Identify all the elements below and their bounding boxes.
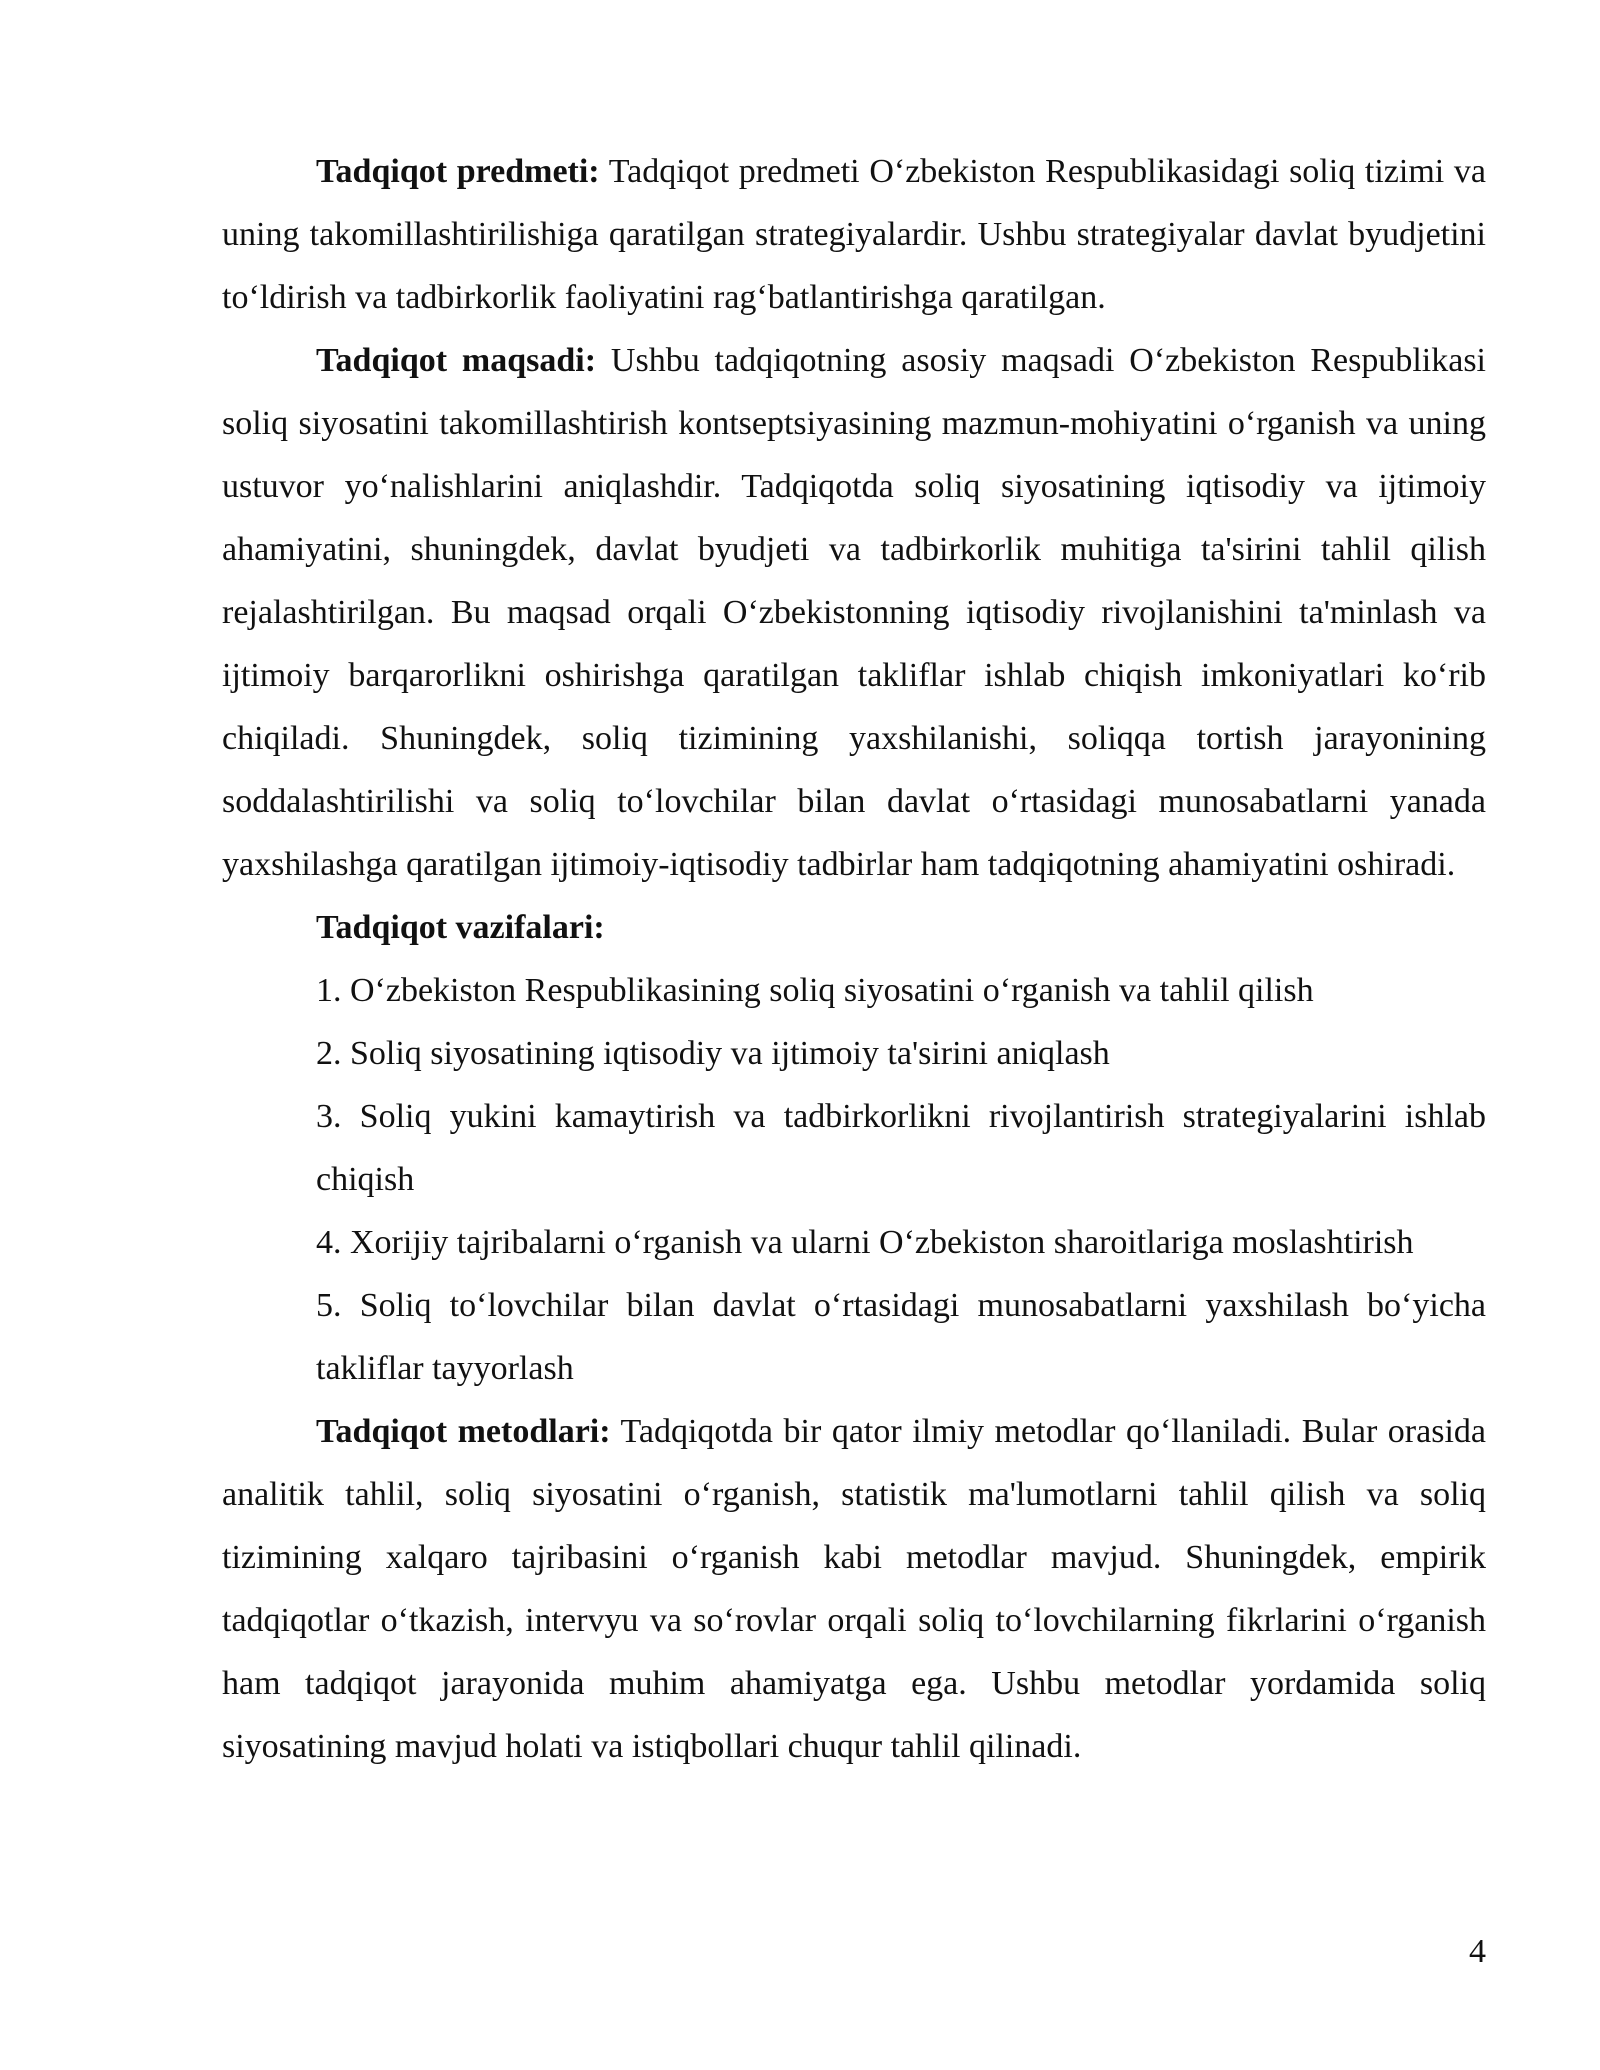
section-heading: Tadqiqot predmeti: [316, 153, 600, 190]
list-item: 2. Soliq siyosatining iqtisodiy va ijtimoiy ta'sirini aniqlash [316, 1035, 1110, 1072]
section-heading: Tadqiqot maqsadi: [316, 342, 597, 379]
list-item: 5. Soliq to‘lovchilar bilan davlat o‘rtasidagi munosabatlarni yaxshilash bo‘yicha takliflar tayyorlash [316, 1287, 1486, 1387]
section-heading: Tadqiqot metodlari: [316, 1413, 611, 1450]
section-text: Ushbu tadqiqotning asosiy maqsadi O‘zbekiston Respublikasi soliq siyosatini takomillashtirish kontseptsiyasining mazmun-mohiyatini o‘rganish va uning ustuvor yo‘nalishlarini aniqlashdir. Tadqiqotda soliq siyosatining iqtisodiy va ijtimoiy ahamiyatini, shuningdek, davlat byudjeti va tadbirkorlik muhitiga ta'sirini tahlil qilish rejalashtirilgan. Bu maqsad orqali O‘zbekistonning iqtisodiy rivojlanishini ta'minlash va ijtimoiy barqarorlikni oshirishga qaratilgan takliflar ishlab chiqish imkoniyatlari ko‘rib chiqiladi. Shuningdek, soliq tizimining yaxshilanishi, soliqqa tortish jarayonining soddalashtirilishi va soliq to‘lovchilar bilan davlat o‘rtasidagi munosabatlarni yanada yaxshilashga qaratilgan ijtimoiy-iqtisodiy tadbirlar ham tadqiqotning ahamiyatini oshiradi. [222, 342, 1487, 883]
document-body [222, 140, 1486, 1778]
page-number: 4 [1469, 1933, 1486, 1970]
section-predmeti [222, 140, 1486, 329]
list-item: 4. Xorijiy tajribalarni o‘rganish va ularni O‘zbekiston sharoitlariga moslashtirish [316, 1224, 1414, 1261]
section-vazifalari [222, 896, 1486, 959]
section-text: Tadqiqotda bir qator ilmiy metodlar qo‘llaniladi. Bular orasida analitik tahlil, soliq siyosatini o‘rganish, statistik ma'lumotlarni tahlil qilish va soliq tizimining xalqaro tajribasini o‘rganish kabi metodlar mavjud. Shuningdek, empirik tadqiqotlar o‘tkazish, intervyu va so‘rovlar orqali soliq to‘lovchilarning fikrlarini o‘rganish ham tadqiqot jarayonida muhim ahamiyatga ega. Ushbu metodlar yordamida soliq siyosatining mavjud holati va istiqbollari chuqur tahlil qilinadi. [222, 1413, 1486, 1765]
list-item: 3. Soliq yukini kamaytirish va tadbirkorlikni rivojlantirish strategiyalarini ishlab chiqish [316, 1098, 1486, 1198]
section-metodlari [222, 1400, 1486, 1778]
section-maqsadi [222, 329, 1486, 896]
section-text: Tadqiqot predmeti O‘zbekiston Respublikasidagi soliq tizimi va uning takomillashtirilishiga qaratilgan strategiyalardir. Ushbu strategiyalar davlat byudjetini to‘ldirish va tadbirkorlik faoliyatini rag‘batlantirishga qaratilgan. [222, 153, 1486, 316]
section-heading: Tadqiqot vazifalari: [316, 909, 605, 946]
list-item: 1. O‘zbekiston Respublikasining soliq siyosatini o‘rganish va tahlil qilish [316, 972, 1314, 1009]
